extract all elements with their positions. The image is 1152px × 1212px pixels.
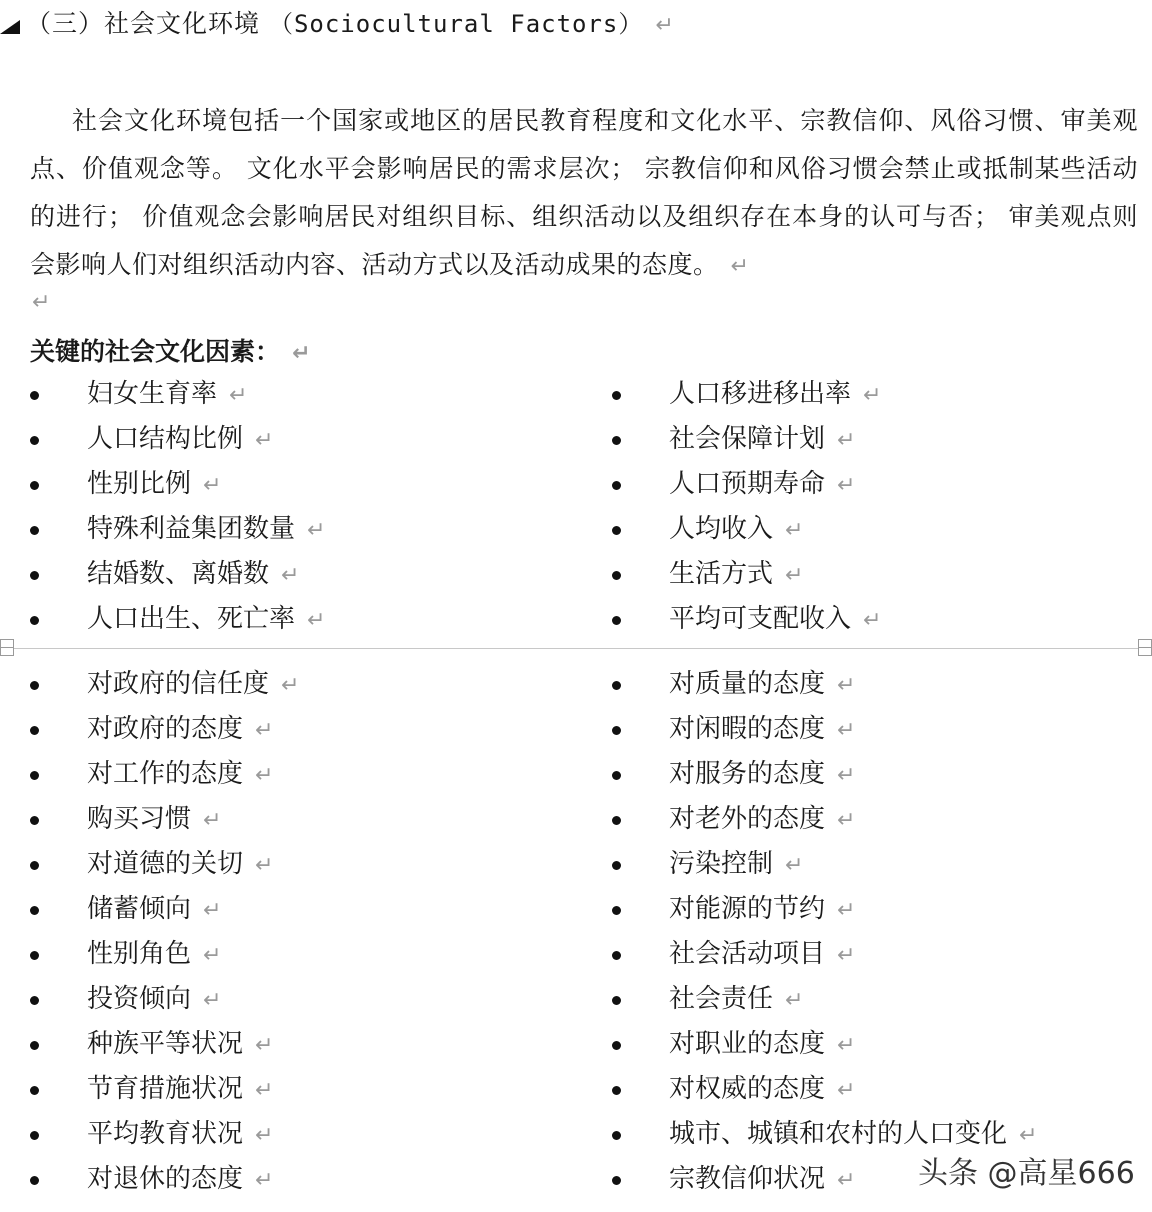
- list-item: [612, 552, 1152, 597]
- paragraph-mark-icon: ↵: [281, 563, 300, 588]
- bullet-icon: [30, 1041, 39, 1050]
- list-item: [612, 932, 1152, 977]
- paragraph-mark-icon: ↵: [255, 718, 274, 743]
- paragraph-mark-icon: ↵: [307, 518, 326, 543]
- list-item: [30, 887, 570, 932]
- heading-cn: （三）社会文化环境: [26, 9, 269, 38]
- list-item-text: 人口预期寿命: [669, 469, 826, 499]
- list-item: [30, 462, 570, 507]
- list-item: [612, 462, 1152, 507]
- list-item-text: 人口出生、死亡率: [87, 604, 296, 634]
- paragraph-mark-icon: ↵: [785, 563, 804, 588]
- list-item: [30, 662, 570, 707]
- bullet-icon: [612, 951, 621, 960]
- paragraph-mark-icon: ↵: [863, 608, 882, 633]
- list-item: [30, 932, 570, 977]
- table-row-handle-left[interactable]: [0, 639, 14, 656]
- paragraph-mark-icon: ↵: [863, 383, 882, 408]
- bullet-icon: [30, 726, 39, 735]
- list-item: [30, 1112, 570, 1157]
- bullet-icon: [30, 436, 39, 445]
- paragraph-mark-icon: ↵: [255, 763, 274, 788]
- bullet-icon: [30, 391, 39, 400]
- empty-paragraph: [20, 290, 50, 315]
- list-item: [612, 977, 1152, 1022]
- list-item-text: 节育措施状况: [87, 1074, 244, 1104]
- list-item-text: 生活方式: [669, 559, 774, 589]
- paragraph-mark-icon: ↵: [255, 1078, 274, 1103]
- bullet-icon: [612, 726, 621, 735]
- bullet-icon: [612, 996, 621, 1005]
- list-item: [612, 842, 1152, 887]
- list-item: [612, 1067, 1152, 1112]
- list-item: [30, 507, 570, 552]
- paragraph-mark-icon: ↵: [281, 673, 300, 698]
- bullet-icon: [30, 1131, 39, 1140]
- list-item: [30, 372, 570, 417]
- list-item-text: 人均收入: [669, 514, 774, 544]
- bullet-icon: [30, 526, 39, 535]
- paragraph-mark-icon: ↵: [203, 988, 222, 1013]
- paragraph-mark-icon: ↵: [255, 428, 274, 453]
- list-item-text: 对能源的节约: [669, 894, 826, 924]
- paragraph-mark-icon: ↵: [837, 808, 856, 833]
- bullet-icon: [612, 816, 621, 825]
- bullet-icon: [612, 436, 621, 445]
- table-divider: [14, 648, 1138, 649]
- bullet-icon: [612, 1086, 621, 1095]
- list-item-text: 对服务的态度: [669, 759, 826, 789]
- list-item: [30, 597, 570, 642]
- paragraph-mark-icon: ↵: [837, 718, 856, 743]
- paragraph-mark-icon: ↵: [837, 1033, 856, 1058]
- bullet-icon: [612, 391, 621, 400]
- paragraph-mark-icon: ↵: [255, 1033, 274, 1058]
- paragraph-mark-icon: ↵: [1019, 1123, 1038, 1148]
- paragraph-mark-icon: ↵: [785, 518, 804, 543]
- body-paragraph: [30, 97, 1138, 291]
- list-item: [30, 1157, 570, 1202]
- bullet-icon: [30, 616, 39, 625]
- list-item-text: 对政府的态度: [87, 714, 244, 744]
- list-item: [30, 552, 570, 597]
- table1-right-column: [612, 372, 1152, 642]
- table2-right-column: [612, 662, 1152, 1202]
- list-item: [30, 977, 570, 1022]
- bullet-icon: [30, 481, 39, 490]
- list-item-text: 社会责任: [669, 984, 774, 1014]
- table2-left-column: [30, 662, 570, 1202]
- bullet-icon: [30, 1086, 39, 1095]
- list-item-text: 社会活动项目: [669, 939, 826, 969]
- paragraph-mark-icon: ↵: [837, 1078, 856, 1103]
- bullet-icon: [30, 681, 39, 690]
- paragraph-mark-icon: ↵: [307, 608, 326, 633]
- paragraph-mark-icon: ↵: [785, 988, 804, 1013]
- list-item: [612, 417, 1152, 462]
- list-item: [30, 707, 570, 752]
- list-item: [30, 1022, 570, 1067]
- bullet-icon: [30, 906, 39, 915]
- list-item-text: 对道德的关切: [87, 849, 244, 879]
- list-item: [612, 1022, 1152, 1067]
- list-item-text: 人口移进移出率: [669, 379, 852, 409]
- list-item-text: 性别角色: [87, 939, 192, 969]
- list-item-text: 城市、城镇和农村的人口变化: [669, 1119, 1008, 1149]
- bullet-icon: [612, 1176, 621, 1185]
- bullet-icon: [30, 996, 39, 1005]
- list-item: [612, 597, 1152, 642]
- bullet-icon: [612, 861, 621, 870]
- list-item: [612, 887, 1152, 932]
- list-item: [612, 752, 1152, 797]
- bullet-icon: [30, 1176, 39, 1185]
- list-item-text: 特殊利益集团数量: [87, 514, 296, 544]
- list-item-text: 结婚数、离婚数: [87, 559, 270, 589]
- bullet-icon: [612, 571, 621, 580]
- list-item: [30, 797, 570, 842]
- paragraph-mark-icon: ↵: [730, 254, 750, 279]
- list-item-text: 对政府的信任度: [87, 669, 270, 699]
- paragraph-mark-icon: ↵: [837, 1168, 856, 1193]
- bullet-icon: [30, 861, 39, 870]
- paragraph-text: 社会文化环境包括一个国家或地区的居民教育程度和文化水平、宗教信仰、风俗习惯、审美观点、价值观念等。 文化水平会影响居民的需求层次； 宗教信仰和风俗习惯会禁止或抵制某些活动的进行； 价值观念会影响居民对组织目标、组织活动以及组织存在本身的认可与否； 审美观点则会影响人们对组织活动内容、活动方式以及活动成果的态度。: [30, 106, 1138, 279]
- list-item-text: 妇女生育率: [87, 379, 218, 409]
- paragraph-mark-icon: ↵: [255, 853, 274, 878]
- section-heading: [0, 4, 675, 40]
- list-item: [612, 797, 1152, 842]
- bullet-icon: [612, 681, 621, 690]
- list-item-text: 储蓄倾向: [87, 894, 192, 924]
- paragraph-mark-icon: ↵: [32, 290, 51, 315]
- bullet-icon: [30, 816, 39, 825]
- list-item: [612, 507, 1152, 552]
- bullet-icon: [612, 906, 621, 915]
- paragraph-mark-icon: ↵: [203, 473, 222, 498]
- list-item-text: 污染控制: [669, 849, 774, 879]
- paragraph-mark-icon: ↵: [203, 943, 222, 968]
- paragraph-mark-icon: ↵: [255, 1123, 274, 1148]
- paragraph-mark-icon: ↵: [837, 898, 856, 923]
- bullet-icon: [612, 1131, 621, 1140]
- list-item-text: 对职业的态度: [669, 1029, 826, 1059]
- list-item-text: 性别比例: [87, 469, 192, 499]
- bullet-icon: [612, 481, 621, 490]
- list-item-text: 对闲暇的态度: [669, 714, 826, 744]
- list-item-text: 平均教育状况: [87, 1119, 244, 1149]
- list-item: [612, 707, 1152, 752]
- paragraph-mark-icon: ↵: [229, 383, 248, 408]
- list-item-text: 种族平等状况: [87, 1029, 244, 1059]
- watermark: 头条 @高星666: [918, 1156, 1135, 1191]
- list-item-text: 购买习惯: [87, 804, 192, 834]
- table1-left-column: [30, 372, 570, 642]
- key-factors-subheading: [30, 332, 310, 368]
- list-item: [30, 1067, 570, 1112]
- table-move-marker-icon: [0, 20, 20, 34]
- table-row-handle-right[interactable]: [1138, 639, 1152, 656]
- bullet-icon: [612, 1041, 621, 1050]
- list-item-text: 对工作的态度: [87, 759, 244, 789]
- bullet-icon: [30, 571, 39, 580]
- bullet-icon: [612, 616, 621, 625]
- list-item: [30, 752, 570, 797]
- list-item: [30, 842, 570, 887]
- paragraph-mark-icon: ↵: [837, 428, 856, 453]
- list-item-text: 平均可支配收入: [669, 604, 852, 634]
- bullet-icon: [612, 771, 621, 780]
- list-item-text: 对老外的态度: [669, 804, 826, 834]
- paragraph-mark-icon: ↵: [837, 473, 856, 498]
- bullet-icon: [30, 771, 39, 780]
- list-item-text: 人口结构比例: [87, 424, 244, 454]
- paragraph-mark-icon: ↵: [292, 341, 311, 366]
- list-item: [612, 662, 1152, 707]
- paragraph-mark-icon: ↵: [203, 898, 222, 923]
- paragraph-mark-icon: ↵: [255, 1168, 274, 1193]
- paragraph-mark-icon: ↵: [837, 943, 856, 968]
- paragraph-mark-icon: ↵: [785, 853, 804, 878]
- list-item-text: 对权威的态度: [669, 1074, 826, 1104]
- paragraph-mark-icon: ↵: [203, 808, 222, 833]
- list-item-text: 投资倾向: [87, 984, 192, 1014]
- list-item-text: 宗教信仰状况: [669, 1164, 826, 1194]
- list-item-text: 社会保障计划: [669, 424, 826, 454]
- subheading-text: 关键的社会文化因素：: [30, 337, 281, 366]
- paragraph-mark-icon: ↵: [837, 763, 856, 788]
- paragraph-mark-icon: ↵: [837, 673, 856, 698]
- heading-en: （Sociocultural Factors）: [268, 10, 644, 38]
- bullet-icon: [30, 951, 39, 960]
- bullet-icon: [612, 526, 621, 535]
- list-item: [30, 417, 570, 462]
- list-item: [612, 372, 1152, 417]
- list-item-text: 对退休的态度: [87, 1164, 244, 1194]
- paragraph-mark-icon: ↵: [655, 13, 675, 38]
- list-item-text: 对质量的态度: [669, 669, 826, 699]
